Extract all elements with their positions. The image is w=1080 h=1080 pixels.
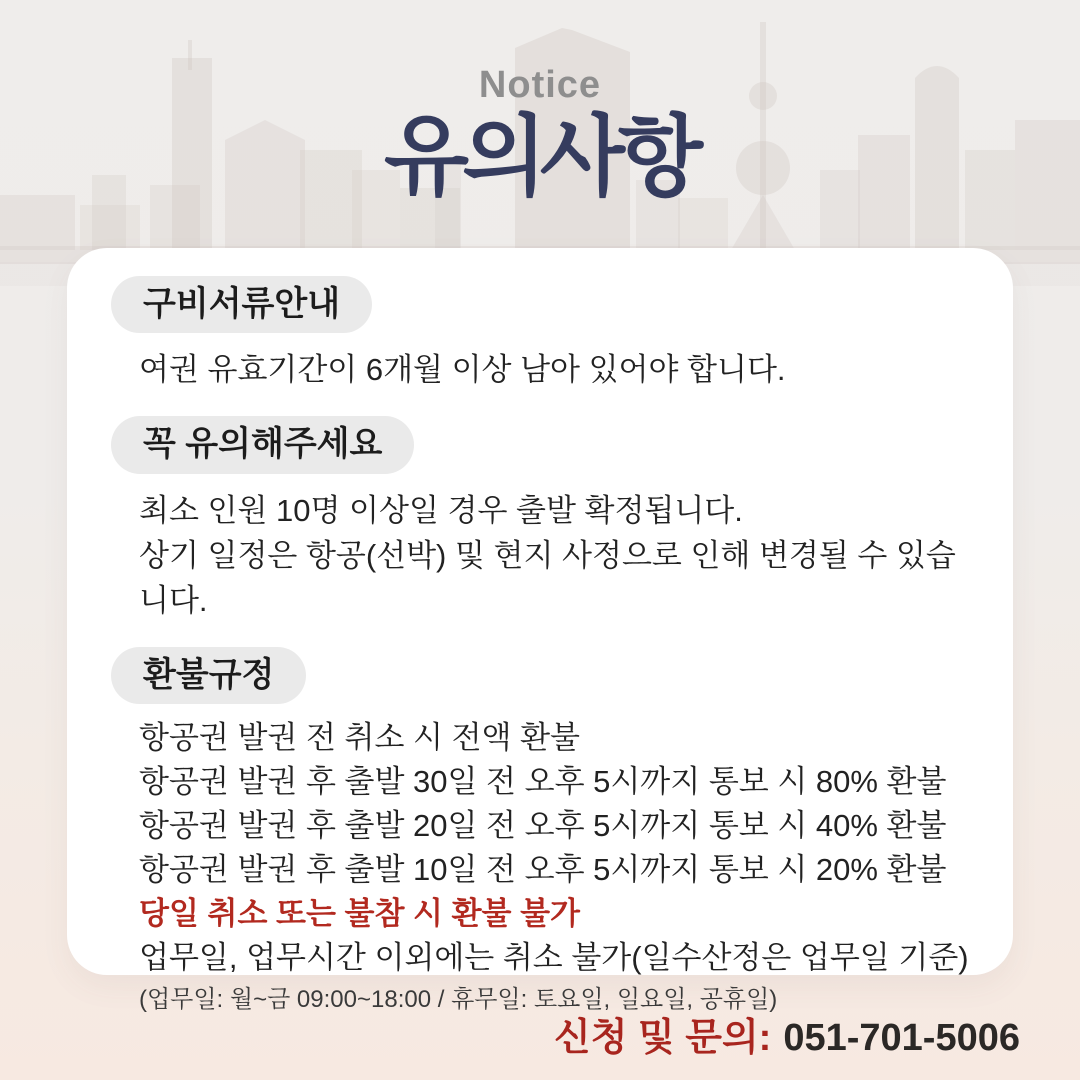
refund-note-line: 업무일, 업무시간 이외에는 취소 불가(일수산정은 업무일 기준) xyxy=(139,940,969,976)
section-documents xyxy=(111,276,969,392)
notice-eyebrow: Notice xyxy=(478,64,602,106)
section-attention xyxy=(111,416,969,622)
section-badge-documents: 구비서류안내 xyxy=(111,276,372,333)
refund-rule-line: 항공권 발권 후 출발 10일 전 오후 5시까지 통보 시 20% 환불 xyxy=(139,852,947,888)
section-refund xyxy=(111,647,969,1017)
header xyxy=(0,64,1080,206)
refund-rule-line: 항공권 발권 전 취소 시 전액 환불 xyxy=(139,720,580,756)
business-hours-note: (업무일: 월~금 09:00~18:00 / 휴무일: 토요일, 일요일, 공휴일) xyxy=(139,986,778,1014)
refund-alert-line: 당일 취소 또는 불참 시 환불 불가 xyxy=(139,896,580,932)
notice-card xyxy=(67,248,1013,1014)
contact-bar xyxy=(554,1006,1020,1061)
section-badge-refund: 환불규정 xyxy=(111,647,306,704)
section-badge-attention: 꼭 유의해주세요 xyxy=(111,416,414,473)
page-title: 유의사항 xyxy=(383,107,697,206)
attention-line: 최소 인원 10명 이상일 경우 출발 확정됩니다. xyxy=(139,492,743,528)
contact-label: 신청 및 문의: xyxy=(554,1017,772,1059)
documents-line: 여권 유효기간이 6개월 이상 남아 있어야 합니다. xyxy=(139,352,786,388)
contact-phone-number: 051-701-5006 xyxy=(783,1017,1020,1059)
refund-rule-line: 항공권 발권 후 출발 20일 전 오후 5시까지 통보 시 40% 환불 xyxy=(139,808,947,844)
attention-line: 상기 일정은 항공(선박) 및 현지 사정으로 인해 변경될 수 있습니다. xyxy=(139,537,956,618)
refund-rule-line: 항공권 발권 후 출발 30일 전 오후 5시까지 통보 시 80% 환불 xyxy=(139,764,947,800)
